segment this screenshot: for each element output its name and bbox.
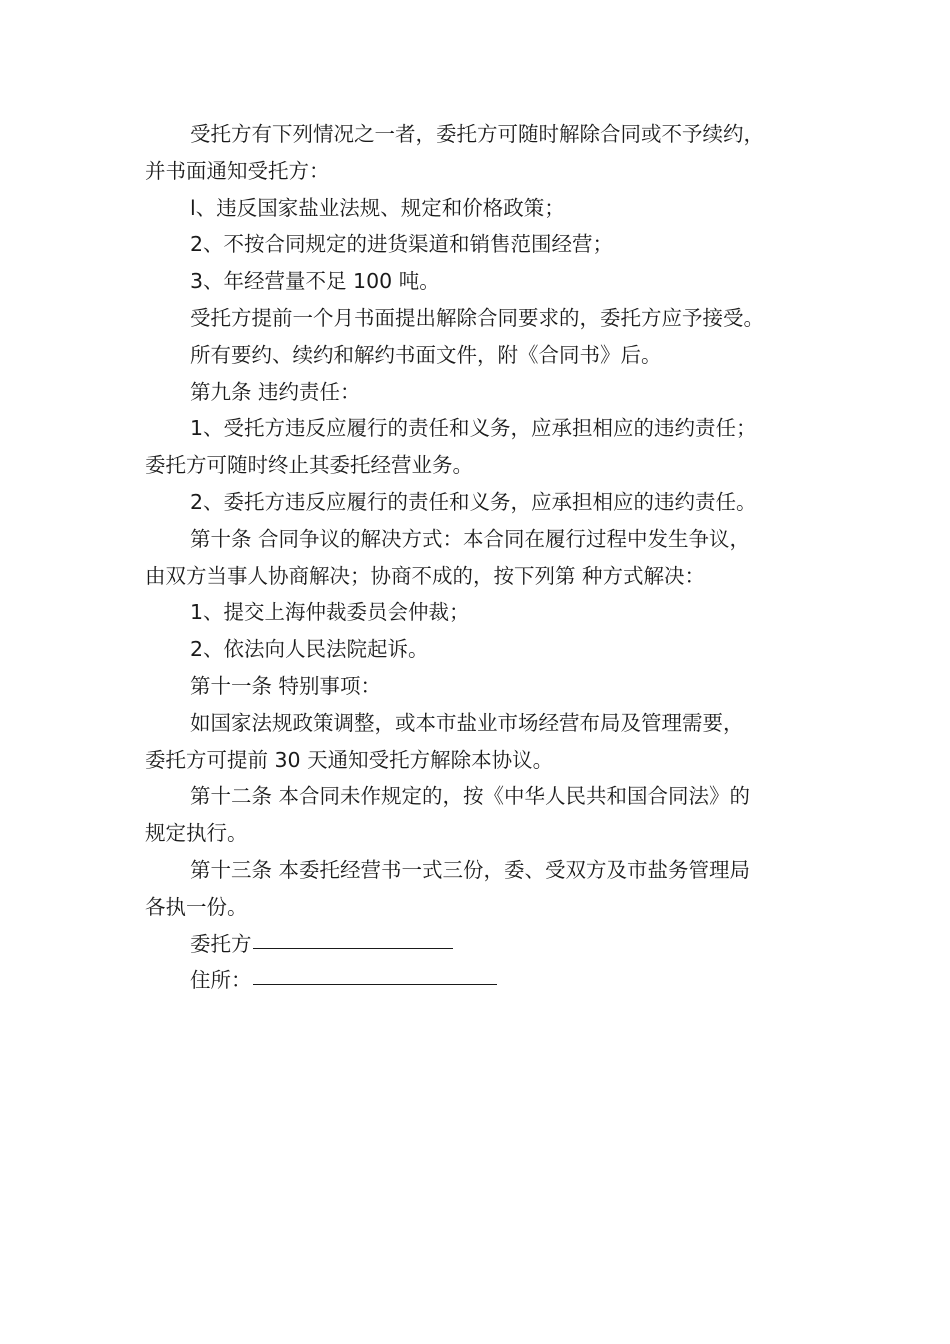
text-line: 所有要约、续约和解约书面文件，附《合同书》后。 — [190, 342, 662, 367]
entrusting-party-blank[interactable] — [253, 924, 453, 949]
text-line: 委托方可随时终止其委托经营业务。 — [145, 453, 473, 478]
text-line: 1、提交上海仲裁委员会仲裁； — [190, 600, 470, 625]
text-line: 由双方当事人协商解决；协商不成的，按下列第 种方式解决： — [145, 563, 706, 588]
text-line: 各执一份。 — [145, 894, 248, 919]
text-line: 3、年经营量不足 100 吨。 — [190, 269, 440, 294]
text-line: 2、不按合同规定的进货渠道和销售范围经营； — [190, 232, 614, 257]
text-line: 2、委托方违反应履行的责任和义务，应承担相应的违约责任。 — [190, 489, 757, 514]
signature-entrusting-party — [145, 926, 817, 963]
text-line: 受托方有下列情况之一者，委托方可随时解除合同或不予续约， — [190, 122, 764, 146]
text-line: 受托方提前一个月书面提出解除合同要求的，委托方应予接受。 — [190, 305, 764, 330]
text-line: 并书面通知受托方： — [145, 158, 330, 183]
article-heading: 第十三条 本委托经营书一式三份，委、受双方及市盐务管理局 — [190, 857, 751, 882]
signature-address — [145, 962, 817, 999]
text-line: 规定执行。 — [145, 821, 248, 846]
text-line: 如国家法规政策调整，或本市盐业市场经营布局及管理需要， — [190, 710, 744, 735]
document-body — [145, 116, 817, 999]
address-blank[interactable] — [253, 960, 497, 985]
text-line: l、违反国家盐业法规、规定和价格政策； — [190, 195, 565, 220]
article-heading: 第十条 合同争议的解决方式：本合同在履行过程中发生争议， — [190, 526, 751, 551]
entrusting-party-label: 委托方 — [190, 931, 252, 956]
article-heading: 第十一条 特别事项： — [190, 673, 382, 698]
text-line: 委托方可提前 30 天通知受托方解除本协议。 — [145, 747, 554, 772]
article-heading: 第九条 违约责任： — [190, 379, 361, 404]
article-heading: 第十二条 本合同未作规定的，按《中华人民共和国合同法》的 — [190, 784, 751, 809]
text-line: 1、受托方违反应履行的责任和义务，应承担相应的违约责任； — [190, 416, 757, 441]
text-line: 2、依法向人民法院起诉。 — [190, 637, 429, 662]
address-label: 住所： — [190, 968, 252, 993]
